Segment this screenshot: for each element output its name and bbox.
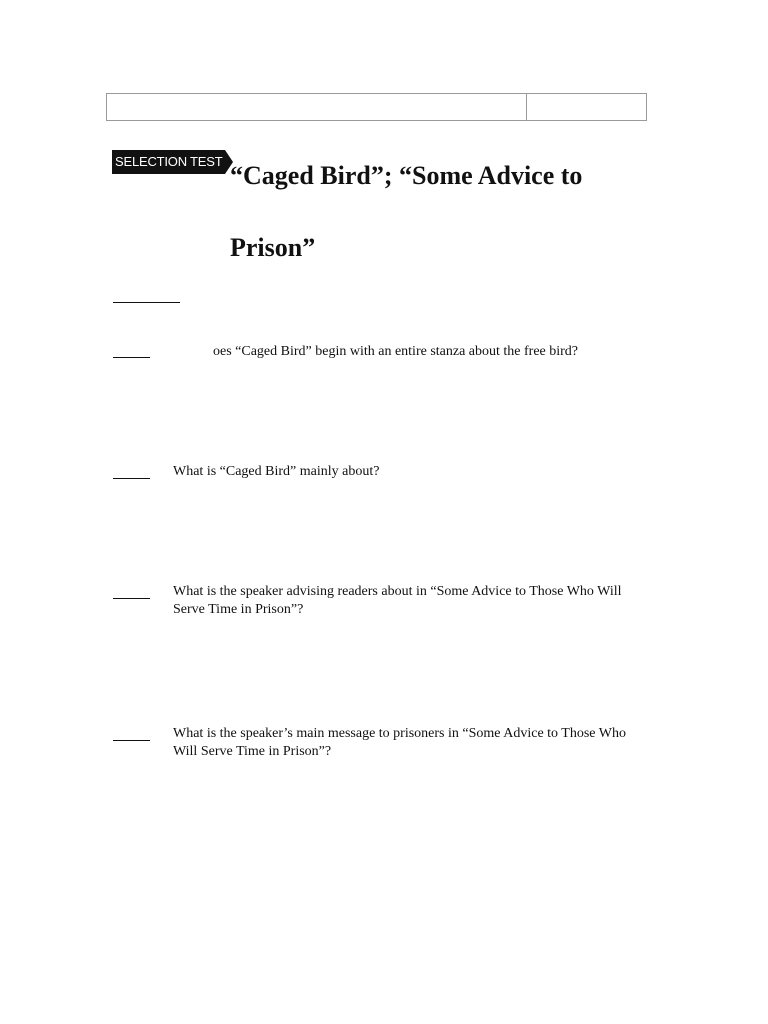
question-3-text: What is the speaker advising readers about in “Some Advice to Those Who Will Serve Time in Prison”? xyxy=(173,584,622,617)
selection-test-badge xyxy=(112,150,233,174)
page-title-line-1: “Caged Bird”; “Some Advice to xyxy=(230,161,583,190)
page-title-line-2: Prison” xyxy=(230,233,316,262)
selection-test-label: SELECTION TEST xyxy=(112,150,225,174)
name-field[interactable] xyxy=(107,94,527,120)
page-title xyxy=(230,140,650,284)
question-4-text: What is the speaker’s main message to prisoners in “Some Advice to Those Who Will Serve Time in Prison”? xyxy=(173,726,626,759)
date-field[interactable] xyxy=(527,94,646,120)
answer-blank-1[interactable] xyxy=(113,357,150,358)
answer-blank-2[interactable] xyxy=(113,478,150,479)
answer-blank-3[interactable] xyxy=(113,598,150,599)
name-date-table xyxy=(106,93,647,121)
question-1-text: oes “Caged Bird” begin with an entire stanza about the free bird? xyxy=(213,344,579,359)
score-blank[interactable] xyxy=(113,302,180,303)
answer-blank-4[interactable] xyxy=(113,740,150,741)
question-2-text: What is “Caged Bird” mainly about? xyxy=(173,464,380,479)
